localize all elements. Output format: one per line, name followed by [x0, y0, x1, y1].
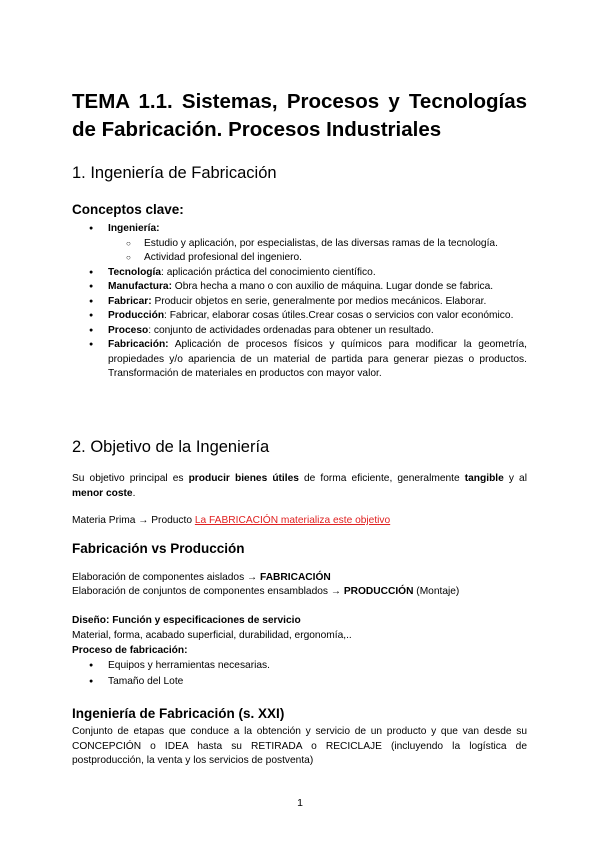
- text-run: (Montaje): [413, 586, 460, 597]
- bold-run: tangible: [464, 473, 504, 484]
- fabricacion-line: [72, 571, 527, 586]
- text-run: Su objetivo principal es: [72, 473, 189, 484]
- list-item: ● Tamaño del Lote: [72, 674, 527, 690]
- definition: : conjunto de actividades ordenadas para obtener un resultado.: [148, 324, 434, 336]
- conceptos-list: [72, 222, 527, 382]
- sub-list: [108, 237, 527, 266]
- subheading-fabricacion-vs-produccion: Fabricación vs Producción: [72, 541, 245, 556]
- page-number: 1: [297, 797, 303, 809]
- bold-run: Proceso de fabricación:: [72, 645, 188, 656]
- document-title: [72, 88, 527, 144]
- term: Tecnología: [108, 266, 162, 278]
- list-item: [72, 222, 527, 266]
- list-item: [72, 324, 527, 339]
- term: Manufactura:: [108, 281, 172, 292]
- definition: Aplicación de procesos físicos y químicos para modificar la geometría, propiedades y/o apariencia de un material de partida para generar piezas o productos. Transformación de materiales en productos con mayor valor.: [108, 339, 527, 379]
- sub-item: ○ Estudio y aplicación, por especialistas, de las diversas ramas de la tecnología.: [108, 237, 527, 252]
- title-line-2: de Fabricación. Procesos Industriales: [72, 118, 442, 141]
- list-item: [72, 280, 527, 295]
- produccion-line: [72, 585, 527, 600]
- diseno-text: Material, forma, acabado superficial, durabilidad, ergonomía,..: [72, 630, 352, 641]
- term: Fabricar:: [108, 295, 152, 307]
- text-run: de forma eficiente, generalmente: [298, 473, 465, 484]
- sub-item: ○ Actividad profesional del ingeniero.: [108, 251, 527, 266]
- term: Fabricación:: [108, 339, 169, 350]
- proceso-list: [72, 658, 527, 690]
- bold-run: Diseño: Función y especificaciones de servicio: [72, 615, 301, 626]
- bold-run: PRODUCCIÓN: [343, 586, 414, 597]
- title-line-1: TEMA 1.1. Sistemas, Procesos y Tecnologías: [72, 90, 527, 113]
- list-item: [72, 295, 527, 310]
- proceso-heading: [72, 644, 527, 659]
- objetivo-paragraph: [72, 472, 527, 501]
- fabricacion-link[interactable]: La FABRICACIÓN materializa este objetivo: [194, 515, 391, 526]
- text-run: .: [132, 487, 136, 499]
- text-run: Elaboración de conjuntos de componentes ensamblados →: [72, 586, 344, 597]
- bold-run: FABRICACIÓN: [260, 572, 331, 583]
- bold-run: menor coste: [72, 487, 133, 499]
- term: Ingeniería:: [108, 223, 160, 234]
- section-heading-objetivo: 2. Objetivo de la Ingeniería: [72, 438, 270, 456]
- list-item: [72, 309, 527, 324]
- text-run: Materia Prima → Producto: [72, 515, 195, 526]
- term: Proceso: [108, 324, 149, 336]
- term: Producción: [108, 310, 165, 321]
- text-run: Elaboración de componentes aislados →: [72, 572, 261, 583]
- list-item: [72, 338, 527, 382]
- subheading-ingenieria-fabricacion-xxi: Ingeniería de Fabricación (s. XXI): [72, 706, 285, 721]
- bold-run: producir bienes útiles: [188, 473, 299, 484]
- definition: Obra hecha a mano o con auxilio de máquina. Lugar donde se fabrica.: [171, 281, 494, 292]
- ingenieria-xxi-paragraph: Conjunto de etapas que conduce a la obtención y servicio de un producto y que van desde su CONCEPCIÓN o IDEA hasta su RETIRADA o RECICLAJE (incluyendo la logística de postproducción, la venta y los servicios de postventa): [72, 726, 527, 766]
- section-heading-ingenieria-fabricacion: 1. Ingeniería de Fabricación: [72, 164, 277, 182]
- list-item: ● Equipos y herramientas necesarias.: [72, 658, 527, 674]
- text-run: y al: [503, 473, 527, 484]
- list-item: [72, 266, 527, 281]
- diseno-heading: [72, 614, 527, 629]
- definition: : aplicación práctica del conocimiento científico.: [161, 266, 376, 278]
- definition: : Fabricar, elaborar cosas útiles.Crear cosas o servicios con valor económico.: [164, 310, 514, 321]
- subheading-conceptos-clave: Conceptos clave:: [72, 202, 184, 217]
- materia-prima-line: [72, 514, 527, 529]
- definition: Producir objetos en serie, generalmente por medios mecánicos. Elaborar.: [151, 295, 487, 307]
